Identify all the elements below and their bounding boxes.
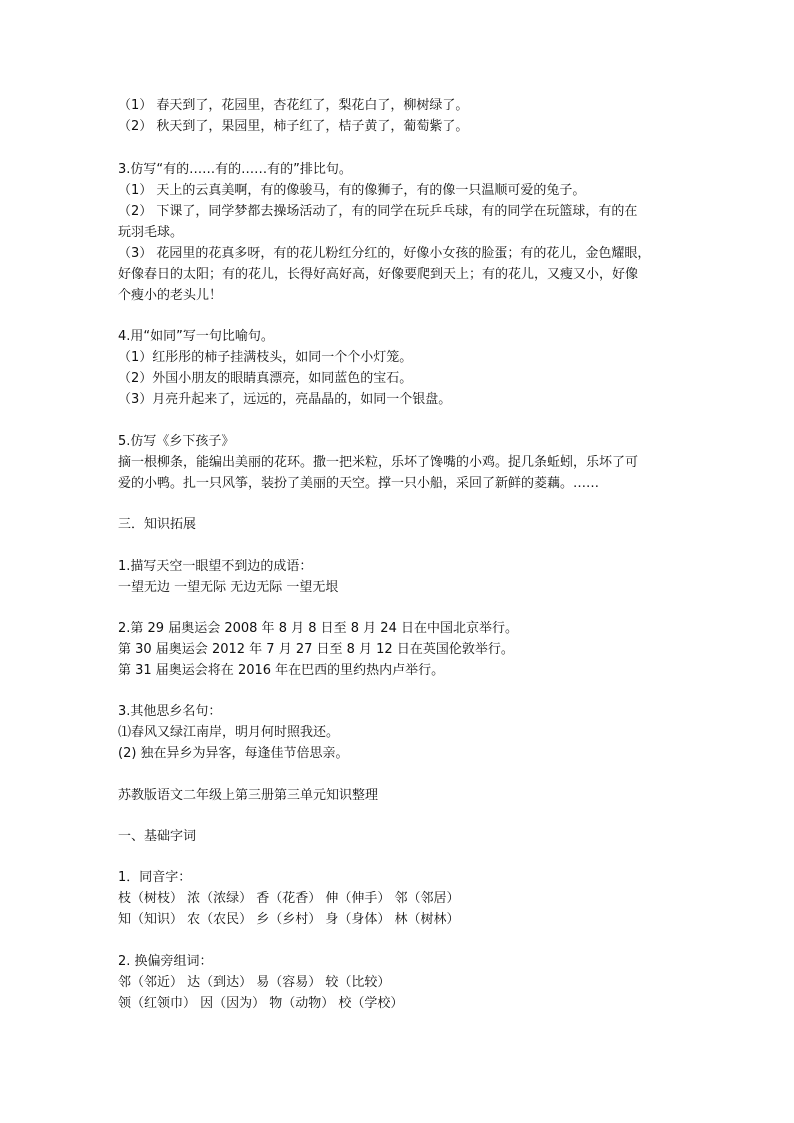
text-line: 枝（树枝） 浓（浓绿） 香（花香） 伸（伸手） 邻（邻居）	[118, 891, 460, 906]
section-heading: 1．同音字：	[118, 870, 192, 885]
section-heading: 5.仿写《乡下孩子》	[118, 434, 235, 449]
text-line: （3）月亮升起来了，远远的，亮晶晶的，如同一个银盘。	[118, 392, 452, 407]
text-line: 第 31 届奥运会将在 2016 年在巴西的里约热内卢举行。	[118, 663, 445, 678]
text-line: 一望无边 一望无际 无边无际 一望无垠	[118, 580, 339, 595]
text-line: 个瘦小的老头儿！	[118, 288, 223, 303]
text-line: （2）外国小朋友的眼睛真漂亮，如同蓝色的宝石。	[118, 371, 413, 386]
section-heading: 3.其他思乡名句：	[118, 704, 222, 719]
section-heading: 三．知识拓展	[118, 517, 197, 532]
text-line: 第 30 届奥运会 2012 年 7 月 27 日至 8 月 12 日在英国伦敦举行。	[118, 642, 514, 657]
text-line: 2.第 29 届奥运会 2008 年 8 月 8 日至 8 月 24 日在中国北京举行。	[118, 621, 518, 636]
text-line: 爱的小鸭。扎一只风筝，装扮了美丽的天空。撑一只小船，采回了新鲜的菱藕。……	[118, 476, 600, 491]
text-line: （3） 花园里的花真多呀，有的花儿粉红分红的，好像小女孩的脸蛋；有的花儿，金色耀眼，	[118, 246, 651, 261]
text-line: （2） 秋天到了，果园里，柿子红了，桔子黄了，葡萄紫了。	[118, 119, 469, 134]
text-line: 玩羽毛球。	[118, 225, 184, 240]
text-line: (2) 独在异乡为异客，每逢佳节倍思亲。	[118, 746, 349, 761]
text-line: （2） 下课了，同学梦都去操场活动了，有的同学在玩乒乓球，有的同学在玩篮球，有的在	[118, 204, 638, 219]
section-heading: 一、基础字词	[118, 829, 197, 844]
text-line: （1） 春天到了，花园里，杏花红了，梨花白了，柳树绿了。	[118, 98, 469, 113]
text-line: 摘一根柳条，能编出美丽的花环。撒一把米粒，乐坏了馋嘴的小鸡。捉几条蚯蚓，乐坏了可	[118, 455, 639, 470]
text-line: ⑴春风又绿江南岸，明月何时照我还。	[118, 725, 340, 740]
text-line: （1）红彤彤的柿子挂满枝头，如同一个个小灯笼。	[118, 350, 413, 365]
text-line: 领（红领巾） 因（因为） 物（动物） 校（学校）	[118, 996, 404, 1011]
section-heading: 4.用“如同”写一句比喻句。	[118, 329, 274, 344]
section-heading: 1.描写天空一眼望不到边的成语：	[118, 559, 313, 574]
section-heading: 2. 换偏旁组词：	[118, 954, 213, 969]
text-line: 邻（邻近） 达（到达） 易（容易） 较（比较）	[118, 975, 391, 990]
section-heading: 3.仿写“有的……有的……有的”排比句。	[118, 162, 352, 177]
text-line: （1） 天上的云真美啊，有的像骏马，有的像狮子，有的像一只温顺可爱的兔子。	[118, 183, 586, 198]
text-line: 知（知识） 农（农民） 乡（乡村） 身（身体） 林（树林）	[118, 912, 460, 927]
text-line: 好像春日的太阳；有的花儿，长得好高好高，好像要爬到天上；有的花儿，又瘦又小，好像	[118, 267, 639, 282]
document-title: 苏教版语文二年级上第三册第三单元知识整理	[118, 788, 379, 803]
